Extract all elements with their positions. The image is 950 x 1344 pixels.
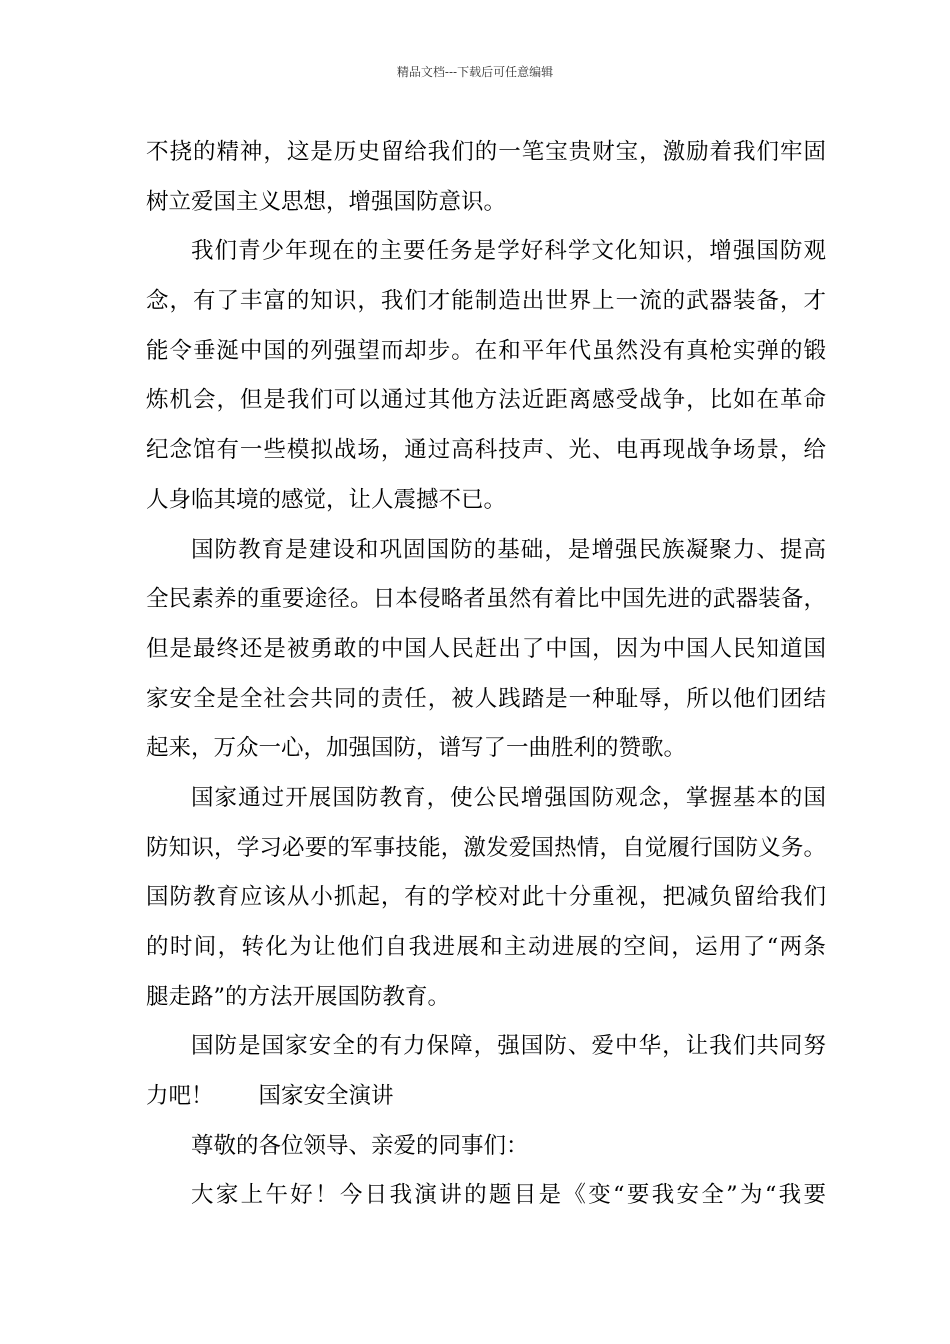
text-line: 不挠的精神，这是历史留给我们的一笔宝贵财宝，激励着我们牢固	[146, 139, 826, 165]
salutation-line: 尊敬的各位领导、亲爱的同事们：	[191, 1132, 529, 1159]
document-body	[146, 131, 826, 1224]
text-line: 力吧！ 国家安全演讲	[146, 1083, 394, 1110]
text-line: 全民素养的重要途径。日本侵略者虽然有着比中国先进的武器装备，	[146, 586, 826, 613]
paragraph-first-line: 国防教育是建设和巩固国防的基础，是增强民族凝聚力、提高	[191, 536, 826, 563]
text-line: 念，有了丰富的知识，我们才能制造出世界上一流的武器装备，才	[146, 288, 826, 315]
paragraph-first-line: 国防是国家安全的有力保障，强国防、爱中华，让我们共同努	[191, 1033, 826, 1060]
text-line: 炼机会，但是我们可以通过其他方法近距离感受战争，比如在革命	[146, 387, 826, 414]
text-line: 能令垂涎中国的列强望而却步。在和平年代虽然没有真枪实弹的锻	[146, 337, 826, 364]
paragraph-first-line: 我们青少年现在的主要任务是学好科学文化知识，增强国防观	[191, 238, 826, 265]
text-line: 腿走路”的方法开展国防教育。	[146, 983, 451, 1010]
text-line: 树立爱国主义思想，增强国防意识。	[146, 188, 507, 215]
text-line: 家安全是全社会共同的责任，被人践踏是一种耻辱，所以他们团结	[146, 685, 826, 712]
text-line: 但是最终还是被勇敢的中国人民赶出了中国，因为中国人民知道国	[146, 635, 826, 662]
paragraph-first-line: 国家通过开展国防教育，使公民增强国防观念，掌握基本的国	[191, 784, 826, 811]
paragraph-first-line: 大家上午好！今日我演讲的题目是《变“要我安全”为“我要	[191, 1182, 826, 1209]
text-line: 起来，万众一心，加强国防，谱写了一曲胜利的赞歌。	[146, 735, 687, 762]
text-line: 的时间，转化为让他们自我进展和主动进展的空间，运用了“两条	[146, 934, 826, 960]
text-line: 人身临其境的感觉，让人震撼不已。	[146, 486, 507, 513]
page-header: 精品文档---下载后可任意编辑	[396, 65, 554, 79]
text-line: 国防教育应该从小抓起，有的学校对此十分重视，把减负留给我们	[146, 884, 826, 911]
text-line: 防知识，学习必要的军事技能，激发爱国热情，自觉履行国防义务。	[146, 834, 826, 861]
text-line: 纪念馆有一些模拟战场，通过高科技声、光、电再现战争场景，给	[146, 437, 826, 464]
